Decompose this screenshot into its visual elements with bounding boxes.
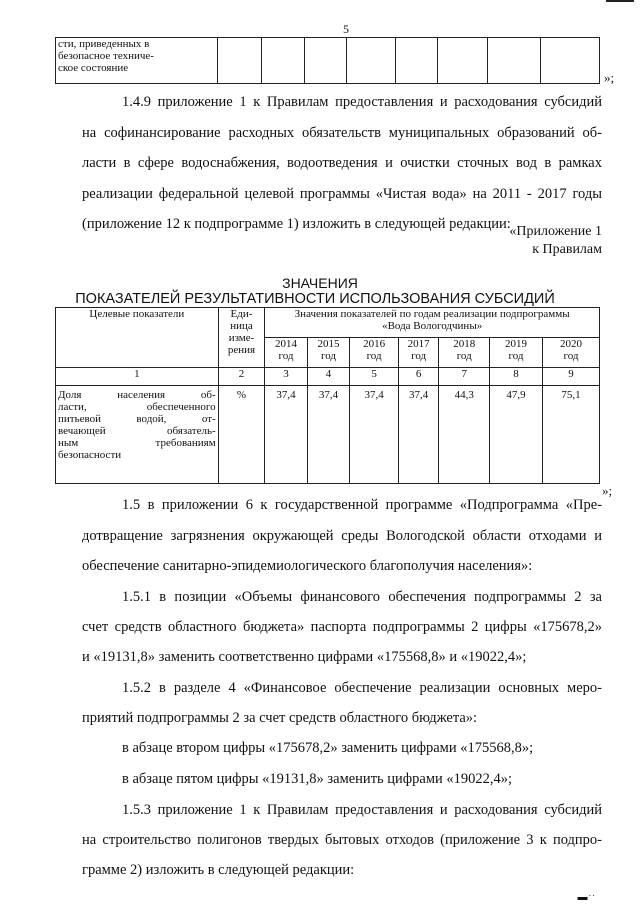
col-number: 5	[350, 368, 399, 386]
empty-cell	[395, 38, 437, 84]
cell-line: ское состояние	[58, 62, 129, 74]
col-number: 3	[265, 368, 307, 386]
year: 2014	[275, 338, 298, 350]
empty-cell	[347, 38, 396, 84]
text-line: 1.5 в приложении 6 к государственной программе «Подпрограмма «Пре-	[122, 497, 602, 513]
row-value: 37,4	[265, 386, 307, 484]
indicator-line: питьевой водой, от-	[58, 413, 216, 425]
appendix-line: «Приложение 1	[509, 224, 602, 239]
header-unit	[218, 308, 265, 368]
header-unit-line: ница	[230, 320, 253, 332]
text-line: 1.4.9 приложение 1 к Правилам предоставления и расходования субсидий	[122, 94, 602, 110]
row-value: 44,3	[439, 386, 490, 484]
scan-mark	[606, 0, 634, 2]
indicator-line: ным требованиям	[58, 437, 216, 449]
paragraph-1-4-9	[82, 94, 602, 232]
text-line: в абзаце пятом цифры «19131,8» заменить цифрами «19022,4»;	[122, 771, 513, 787]
empty-cell	[304, 38, 346, 84]
appendix-line: к Правилам	[532, 242, 602, 257]
text-line: счет средств областного бюджета» паспорта подпрограммы 2 цифры «175678,2»	[82, 619, 602, 635]
table-row-numbers	[56, 368, 600, 386]
col-number: 8	[490, 368, 543, 386]
indicator-line: безопасности	[58, 449, 122, 461]
table-heading	[0, 275, 640, 307]
header-group-line: Значения показателей по годам реализации подпрограммы	[294, 308, 570, 320]
year: 2015	[317, 338, 340, 350]
text-line: реализации федеральной целевой программы «Чистая вода» на 2011 - 2017 годы	[82, 186, 602, 202]
text-line: 1.5.2 в разделе 4 «Финансовое обеспечение реализации основных меро-	[122, 680, 602, 696]
indicator-line: ласти, обеспеченного	[58, 401, 216, 413]
year-label: год	[456, 350, 472, 362]
col-number: 2	[218, 368, 265, 386]
heading-line-1: ЗНАЧЕНИЯ	[282, 275, 358, 291]
header-unit-line: Еди-	[230, 308, 253, 320]
page-number: 5	[343, 22, 349, 36]
header-unit-line: изме-	[228, 332, 255, 344]
row-value: 37,4	[398, 386, 438, 484]
year-label: год	[411, 350, 427, 362]
cell-line: безопасное техниче-	[58, 50, 154, 62]
text-line: и «19131,8» заменить соответственно цифрами «175568,8» и «19022,4»;	[82, 649, 527, 665]
text-line: обеспечение санитарно-эпидемиологического благополучия населения»:	[82, 558, 533, 574]
year: 2020	[559, 338, 582, 350]
table-row	[56, 386, 600, 484]
top-table-first-cell	[56, 38, 218, 84]
year: 2018	[453, 338, 476, 350]
col-number: 7	[439, 368, 490, 386]
year-label: год	[320, 350, 337, 362]
header-unit-line: рения	[227, 344, 256, 356]
header-year	[490, 338, 543, 368]
header-year	[265, 338, 307, 368]
header-year	[542, 338, 599, 368]
row-value: 75,1	[542, 386, 599, 484]
text-line: (приложение 12 к подпрограмме 1) изложить в следующей редакции:	[82, 216, 511, 232]
text-line: дотвращение загрязнения окружающей среды Вологодской области отходами и	[82, 528, 602, 544]
header-year	[307, 338, 349, 368]
cell-line: сти, приведенных в	[58, 38, 150, 50]
appendix-reference	[509, 224, 602, 258]
col-number: 1	[56, 368, 219, 386]
empty-cell	[262, 38, 304, 84]
header-values-group	[265, 308, 600, 338]
text-line: приятий подпрограммы 2 за счет средств областного бюджета»:	[82, 710, 478, 726]
year: 2016	[363, 338, 386, 350]
year-label: год	[366, 350, 382, 362]
year-label: год	[563, 350, 579, 362]
top-table-fragment	[55, 37, 600, 84]
year-label: год	[278, 350, 294, 362]
header-year	[439, 338, 490, 368]
col-number: 9	[542, 368, 599, 386]
text-line: ласти в сфере водоснабжения, водоотведения и очистки сточных вод в рамках	[82, 155, 602, 171]
text-line: на строительство полигонов твердых бытовых отходов (приложение 3 к подпро-	[82, 832, 602, 848]
row-value: 37,4	[350, 386, 399, 484]
row-unit: %	[218, 386, 265, 484]
row-value: 37,4	[307, 386, 349, 484]
empty-cell	[218, 38, 262, 84]
row-indicator	[56, 386, 219, 484]
indicators-table	[55, 307, 600, 484]
text-line: 1.5.1 в позиции «Объемы финансового обеспечения подпрограммы 2 за	[122, 589, 602, 605]
text-line: 1.5.3 приложение 1 к Правилам предоставления и расходования субсидий	[122, 802, 602, 818]
scan-mark: ▬ˑˑ	[577, 892, 596, 903]
text-line: грамме 2) изложить в следующей редакции:	[82, 862, 355, 878]
heading-line-2: ПОКАЗАТЕЛЕЙ РЕЗУЛЬТАТИВНОСТИ ИСПОЛЬЗОВАНИЯ СУБСИДИЙ	[75, 291, 555, 307]
header-year	[398, 338, 438, 368]
year: 2017	[407, 338, 430, 350]
text-line: на софинансирование расходных обязательств муниципальных образований об-	[82, 125, 602, 141]
header-year	[350, 338, 399, 368]
closing-quote: »;	[602, 483, 613, 498]
header-target-indicators: Целевые показатели	[56, 308, 219, 368]
header-group-line: «Вода Вологодчины»	[382, 320, 483, 332]
year: 2019	[505, 338, 528, 350]
text-line: в абзаце втором цифры «175678,2» заменить цифрами «175568,8»;	[122, 740, 534, 756]
indicator-line: вечающей обязатель-	[58, 425, 216, 437]
closing-quote: »;	[604, 70, 615, 85]
col-number: 6	[398, 368, 438, 386]
row-value: 47,9	[490, 386, 543, 484]
empty-cell	[437, 38, 488, 84]
indicator-line: Доля населения об-	[58, 389, 216, 401]
empty-cell	[488, 38, 541, 84]
year-label: год	[508, 350, 524, 362]
empty-cell	[541, 38, 600, 84]
col-number: 4	[307, 368, 349, 386]
